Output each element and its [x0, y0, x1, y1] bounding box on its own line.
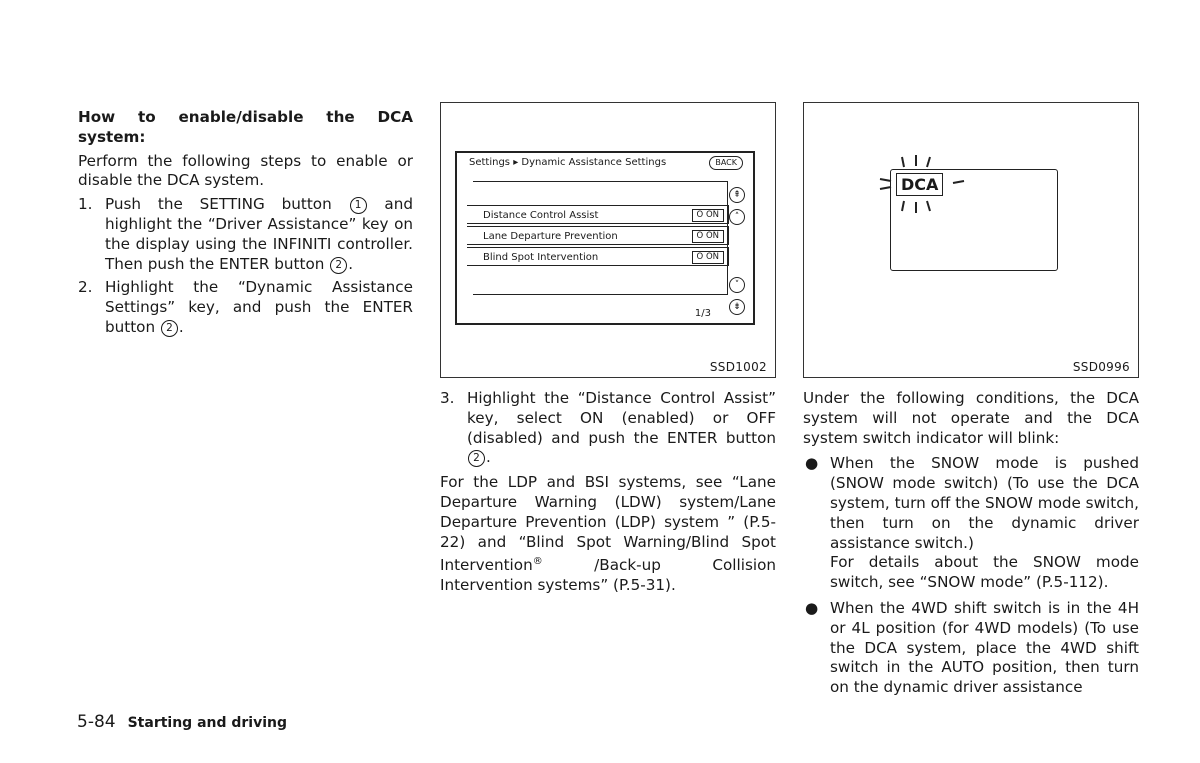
- page-footer: [77, 712, 287, 732]
- intro-paragraph: Perform the following steps to enable or disable the DCA system.: [78, 151, 413, 190]
- circled-number-2: 2: [330, 257, 347, 274]
- display-screen: [455, 151, 755, 325]
- setting-row-lane-departure: Lane Departure Prevention O ON: [467, 226, 729, 245]
- scroll-down-icon: ˅: [729, 277, 745, 293]
- on-toggle: O ON: [692, 209, 724, 222]
- page-indicator: 1/3: [694, 308, 711, 319]
- bullet-snow-mode: ● When the SNOW mode is pushed (SNOW mode switch) (To use the DCA system, turn off the SNOW mode switch, then turn on the dynamic driver assistance switch.): [805, 454, 1139, 552]
- back-button: BACK: [709, 156, 743, 170]
- page-number: 5-84: [77, 712, 116, 732]
- circled-number-1: 1: [350, 197, 367, 214]
- scroll-up-icon: ˄: [729, 209, 745, 225]
- circled-number-2: 2: [468, 450, 485, 467]
- figure-settings-screen: [440, 102, 776, 378]
- bullet-4wd-shift: ● When the 4WD shift switch is in the 4H or 4L position (for 4WD models) (To use the DCA system, place the 4WD shift switch in the AUTO position, then turn on the dynamic driver assistance: [805, 598, 1139, 697]
- scroll-bottom-icon: ⇟: [729, 299, 745, 315]
- figure-code: SSD0996: [1072, 360, 1130, 374]
- right-column: [803, 389, 1139, 698]
- step-1: 1. Push the SETTING button 1 and highlight the “Driver Assistance” key on the display using the INFINITI controller. Then push the ENTER button 2 .: [78, 195, 413, 273]
- dca-indicator-light: DCA: [896, 173, 943, 196]
- middle-column: [440, 389, 776, 596]
- screen-title: Settings ▸ Dynamic Assistance Settings: [469, 157, 667, 168]
- reference-paragraph: For the LDP and BSI systems, see “Lane Departure Warning (LDW) system/Lane Departure Prevention (LDP) system ” (P.5-22) and “Blind Spot Warning/Blind Spot Intervention® /Back-up Collision Intervention systems” (P.5-31).: [440, 473, 776, 595]
- section-heading: How to enable/disable the DCA system:: [78, 108, 413, 146]
- figure-code: SSD1002: [709, 360, 767, 374]
- left-column: [78, 108, 413, 338]
- step-3: 3. Highlight the “Distance Control Assist” key, select ON (enabled) or OFF (disabled) and push the ENTER button 2 .: [440, 389, 776, 467]
- setting-row-distance-control: Distance Control Assist O ON: [467, 205, 729, 224]
- snow-mode-reference: For details about the SNOW mode switch, see “SNOW mode” (P.5-112).: [830, 553, 1139, 592]
- scroll-top-icon: ⇞: [729, 187, 745, 203]
- setting-row-blind-spot: Blind Spot Intervention O ON: [467, 247, 729, 266]
- on-toggle: O ON: [692, 230, 724, 243]
- figure-dca-indicator: [803, 102, 1139, 378]
- section-name: Starting and driving: [127, 715, 288, 731]
- conditions-intro: Under the following conditions, the DCA system will not operate and the DCA system switch indicator will blink:: [803, 389, 1139, 447]
- step-2: 2. Highlight the “Dynamic Assistance Settings” key, and push the ENTER button 2 .: [78, 278, 413, 336]
- on-toggle: O ON: [692, 251, 724, 264]
- circled-number-2: 2: [161, 320, 178, 337]
